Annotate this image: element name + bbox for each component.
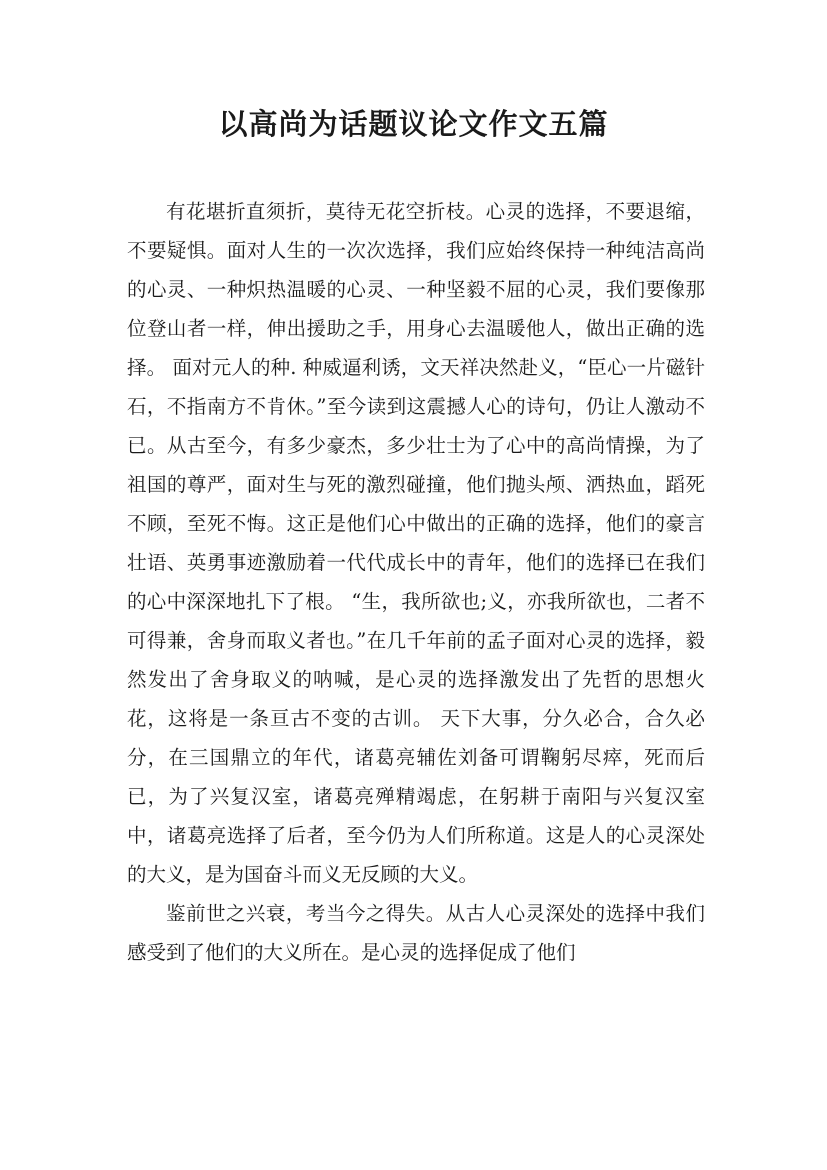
paragraph-2: 鉴前世之兴衰，考当今之得失。从古人心灵深处的选择中我们感受到了他们的大义所在。是心灵的选择促成了他们 bbox=[127, 902, 705, 964]
document-title: 以高尚为话题议论文作文五篇 bbox=[218, 107, 609, 141]
paragraph-1: 有花堪折直须折，莫待无花空折枝。心灵的选择，不要退缩，不要疑惧。面对人生的一次次选择，我们应始终保持一种纯洁高尚的心灵、一种炽热温暖的心灵、一种坚毅不屈的心灵，我们要像那位登山者一样，伸出援助之手，用身心去温暖他人，做出正确的选择。 面对元人的种. 种威逼利诱，文天祥决然赴义，“臣心一片磁针石，不指南方不肯休。”至今读到这震撼人心的诗句，仍让人激动不已。从古至今，有多少豪杰，多少壮士为了心中的高尚情操，为了祖国的尊严，面对生与死的激烈碰撞，他们抛头颅、洒热血，蹈死不顾，至死不悔。这正是他们心中做出的正确的选择，他们的豪言壮语、英勇事迹激励着一代代成长中的青年，他们的选择已在我们的心中深深地扎下了根。 “生，我所欲也;义，亦我所欲也，二者不可得兼，舍身而取义者也。”在几千年前的孟子面对心灵的选择，毅然发出了舍身取义的呐喊，是心灵的选择激发出了先哲的思想火花，这将是一条亘古不变的古训。 天下大事，分久必合，合久必分，在三国鼎立的年代，诸葛亮辅佐刘备可谓鞠躬尽瘁，死而后已，为了兴复汉室，诸葛亮殚精竭虑，在躬耕于南阳与兴复汉室中，诸葛亮选择了后者，至今仍为人们所称道。这是人的心灵深处的大义，是为国奋斗而义无反顾的大义。 bbox=[127, 200, 705, 886]
document-body bbox=[127, 192, 705, 972]
